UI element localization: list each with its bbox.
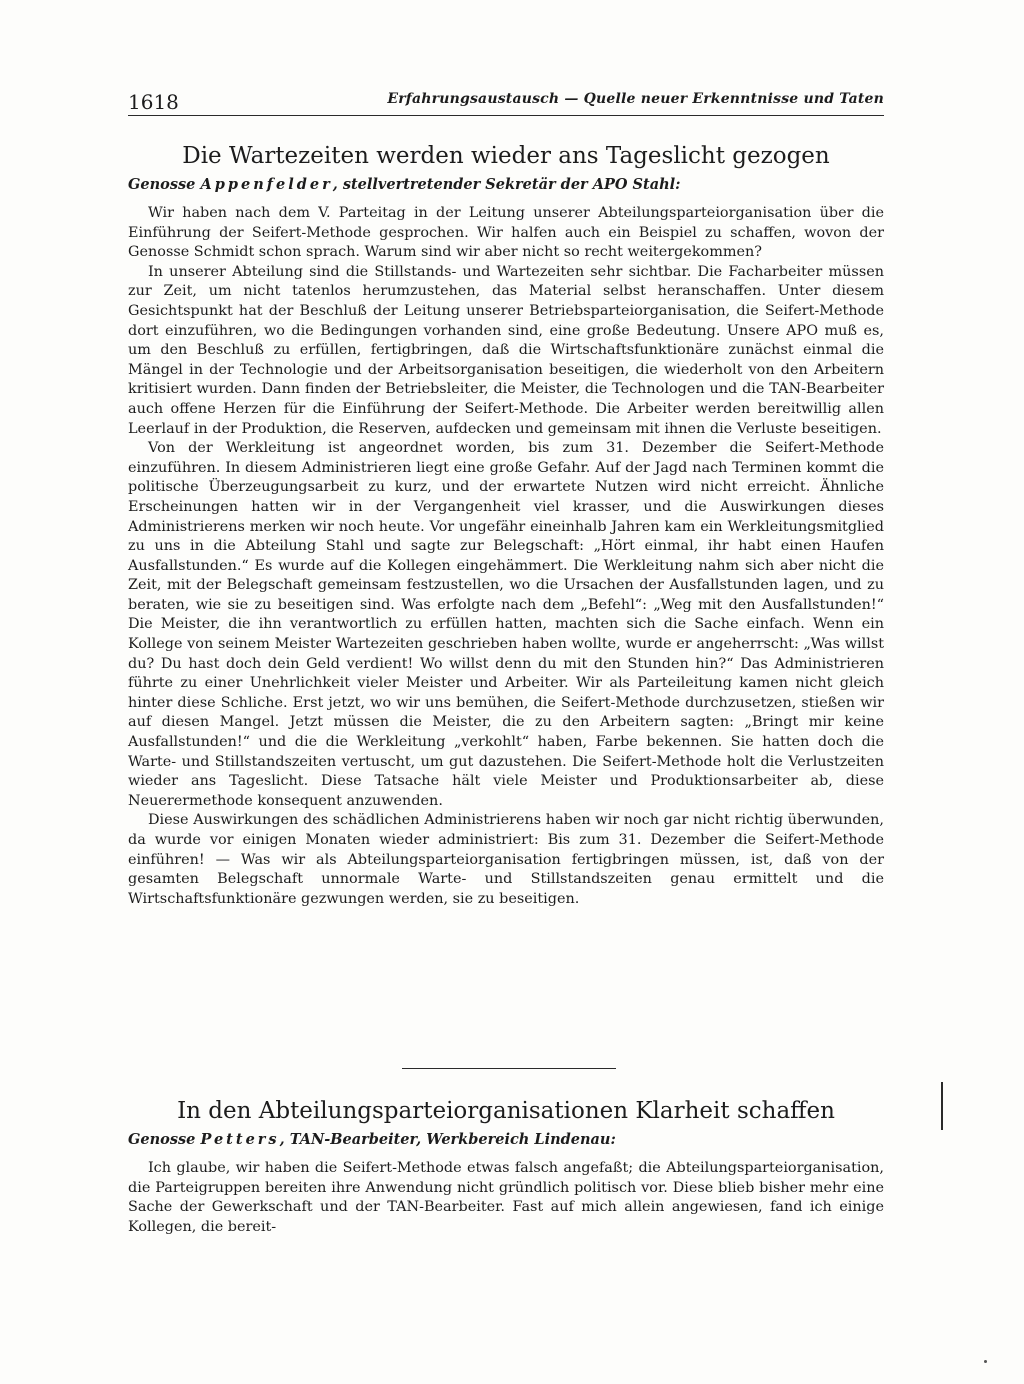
paragraph: Von der Werkleitung ist angeordnet worden, bis zum 31. Dezember die Seifert-Methode einzuführen. In diesem Administrieren liegt eine große Gefahr. Auf der Jagd nach Terminen kommt die politische Überzeugungsarbeit zu kurz, und der erwartete Nutzen wird nicht erreicht. Ähnliche Erscheinungen hatten wir in der Vergangenheit viel krasser, und die Auswirkungen dieses Administrierens merken wir noch heute. Vor ungefähr eineinhalb Jahren kam ein Werkleitungsmitglied zu uns in die Abteilung Stahl und sagte zur Belegschaft: „Hört einmal, ihr habt einen Haufen Ausfallstunden.“ Es wurde auf die Kollegen eingehämmert. Die Werkleitung nahm sich aber nicht die Zeit, mit der Belegschaft gemeinsam festzustellen, wo die Ursachen der Ausfallstunden lagen, und zu beraten, wie sie zu beseitigen sind. Was erfolgte nach dem „Befehl“: „Weg mit den Ausfallstunden!“ Die Meister, die ihn verantwortlich zu erfüllen hatten, machten sich die Sache einfach. Wenn ein Kollege von seinem Meister Wartezeiten geschrieben haben wollte, wurde er angeherrscht: „Was willst du? Du hast doch dein Geld verdient! Wo willst denn du mit den Stunden hin?“ Das Administrieren führte zu einer Unehrlichkeit vieler Meister und Arbeiter. Wir als Parteileitung kamen nicht gleich hinter diese Schliche. Erst jetzt, wo wir uns bemühen, die Seifert-Methode durchzusetzen, stießen wir auf diesen Mangel. Jetzt müssen die Meister, die zu den Arbeitern sagten: „Bringt mir keine Ausfallstunden!“ und die die Werkleitung „verkohlt“ haben, Farbe bekennen. Sie hatten doch die Warte- und Stillstandszeiten vertuscht, um gut dazustehen. Die Seifert-Methode holt die Verlustzeiten wieder ans Tageslicht. Diese Tatsache hält viele Meister und Produktionsarbeiter ab, diese Neuerermethode konsequent anzuwenden. (128, 440, 884, 809)
byline-prefix: Genosse (128, 1131, 201, 1148)
scan-speck (984, 1360, 987, 1363)
article-body (128, 1159, 884, 1237)
speaker-role: , TAN-Bearbeiter, Werkbereich Lindenau: (279, 1131, 616, 1148)
margin-mark (941, 1082, 943, 1130)
speaker-name: Petters (200, 1131, 280, 1148)
speaker-byline (128, 174, 884, 196)
section-heading: In den Abteilungsparteiorganisationen Klarheit schaffen (177, 1098, 835, 1124)
page-number: 1618 (128, 90, 179, 114)
section-separator (402, 1068, 616, 1069)
paragraph: In unserer Abteilung sind die Stillstands- und Wartezeiten sehr sichtbar. Die Facharbeiter müssen zur Zeit, um nicht tatenlos herumzustehen, das Material selbst heranschaffen. Unter diesem Gesichtspunkt hat der Beschluß der Leitung unserer Betriebsparteiorganisation, die Seifert-Methode dort einzuführen, wo die Bedingungen vorhanden sind, eine große Bedeutung. Unsere APO muß es, um den Beschluß zu erfüllen, fertigbringen, daß die Wirtschaftsfunktionäre zunächst einmal die Mängel in der Technologie und der Arbeitsorganisation beseitigen, die wiederholt von den Arbeitern kritisiert wurden. Dann finden der Betriebsleiter, die Meister, die Technologen und die TAN-Bearbeiter auch offene Herzen für die Einführung der Seifert-Methode. Die Arbeiter werden bereitwillig allen Leerlauf in der Produktion, die Reserven, aufdecken und gemeinsam mit ihnen die Verluste beseitigen. (128, 263, 884, 437)
article-body (128, 204, 884, 909)
paragraph: Diese Auswirkungen des schädlichen Administrierens haben wir noch gar nicht richtig überwunden, da wurde vor einigen Monaten wieder administriert: Bis zum 31. Dezember die Seifert-Methode einführen! — Was wir als Abteilungsparteiorganisation fertigbringen müssen, ist, daß von der gesamten Belegschaft unnormale Warte- und Stillstandszeiten genau ermittelt und die Wirtschaftsfunktionäre gezwungen werden, sie zu beseitigen. (128, 812, 884, 907)
speaker-name: Appenfelder (200, 176, 333, 193)
paragraph: Wir haben nach dem V. Parteitag in der Leitung unserer Abteilungsparteiorganisation über die Einführung der Seifert-Methode gesprochen. Wir halfen auch ein Beispiel zu schaffen, wovon der Genosse Schmidt schon sprach. Warum sind wir aber nicht so recht weitergekommen? (128, 205, 884, 261)
section-heading: Die Wartezeiten werden wieder ans Tageslicht gezogen (182, 143, 830, 169)
header-rule (128, 115, 884, 116)
running-header (128, 86, 884, 116)
paragraph: Ich glaube, wir haben die Seifert-Methode etwas falsch angefaßt; die Abteilungsparteiorganisation, die Parteigruppen bereiten ihre Anwendung nicht gründlich politisch vor. Diese blieb bisher mehr eine Sache der Gewerkschaft und der TAN-Bearbeiter. Fast auf mich allein angewiesen, fand ich einige Kollegen, die bereit- (128, 1160, 884, 1235)
speaker-role: , stellvertretender Sekretär der APO Stahl: (332, 176, 681, 193)
byline-prefix: Genosse (128, 176, 201, 193)
speaker-byline (128, 1129, 884, 1151)
running-header-title: Erfahrungsaustausch — Quelle neuer Erkenntnisse und Taten (387, 91, 884, 107)
article-section-klarheit (128, 1095, 884, 1237)
article-section-wartezeiten (128, 140, 884, 909)
